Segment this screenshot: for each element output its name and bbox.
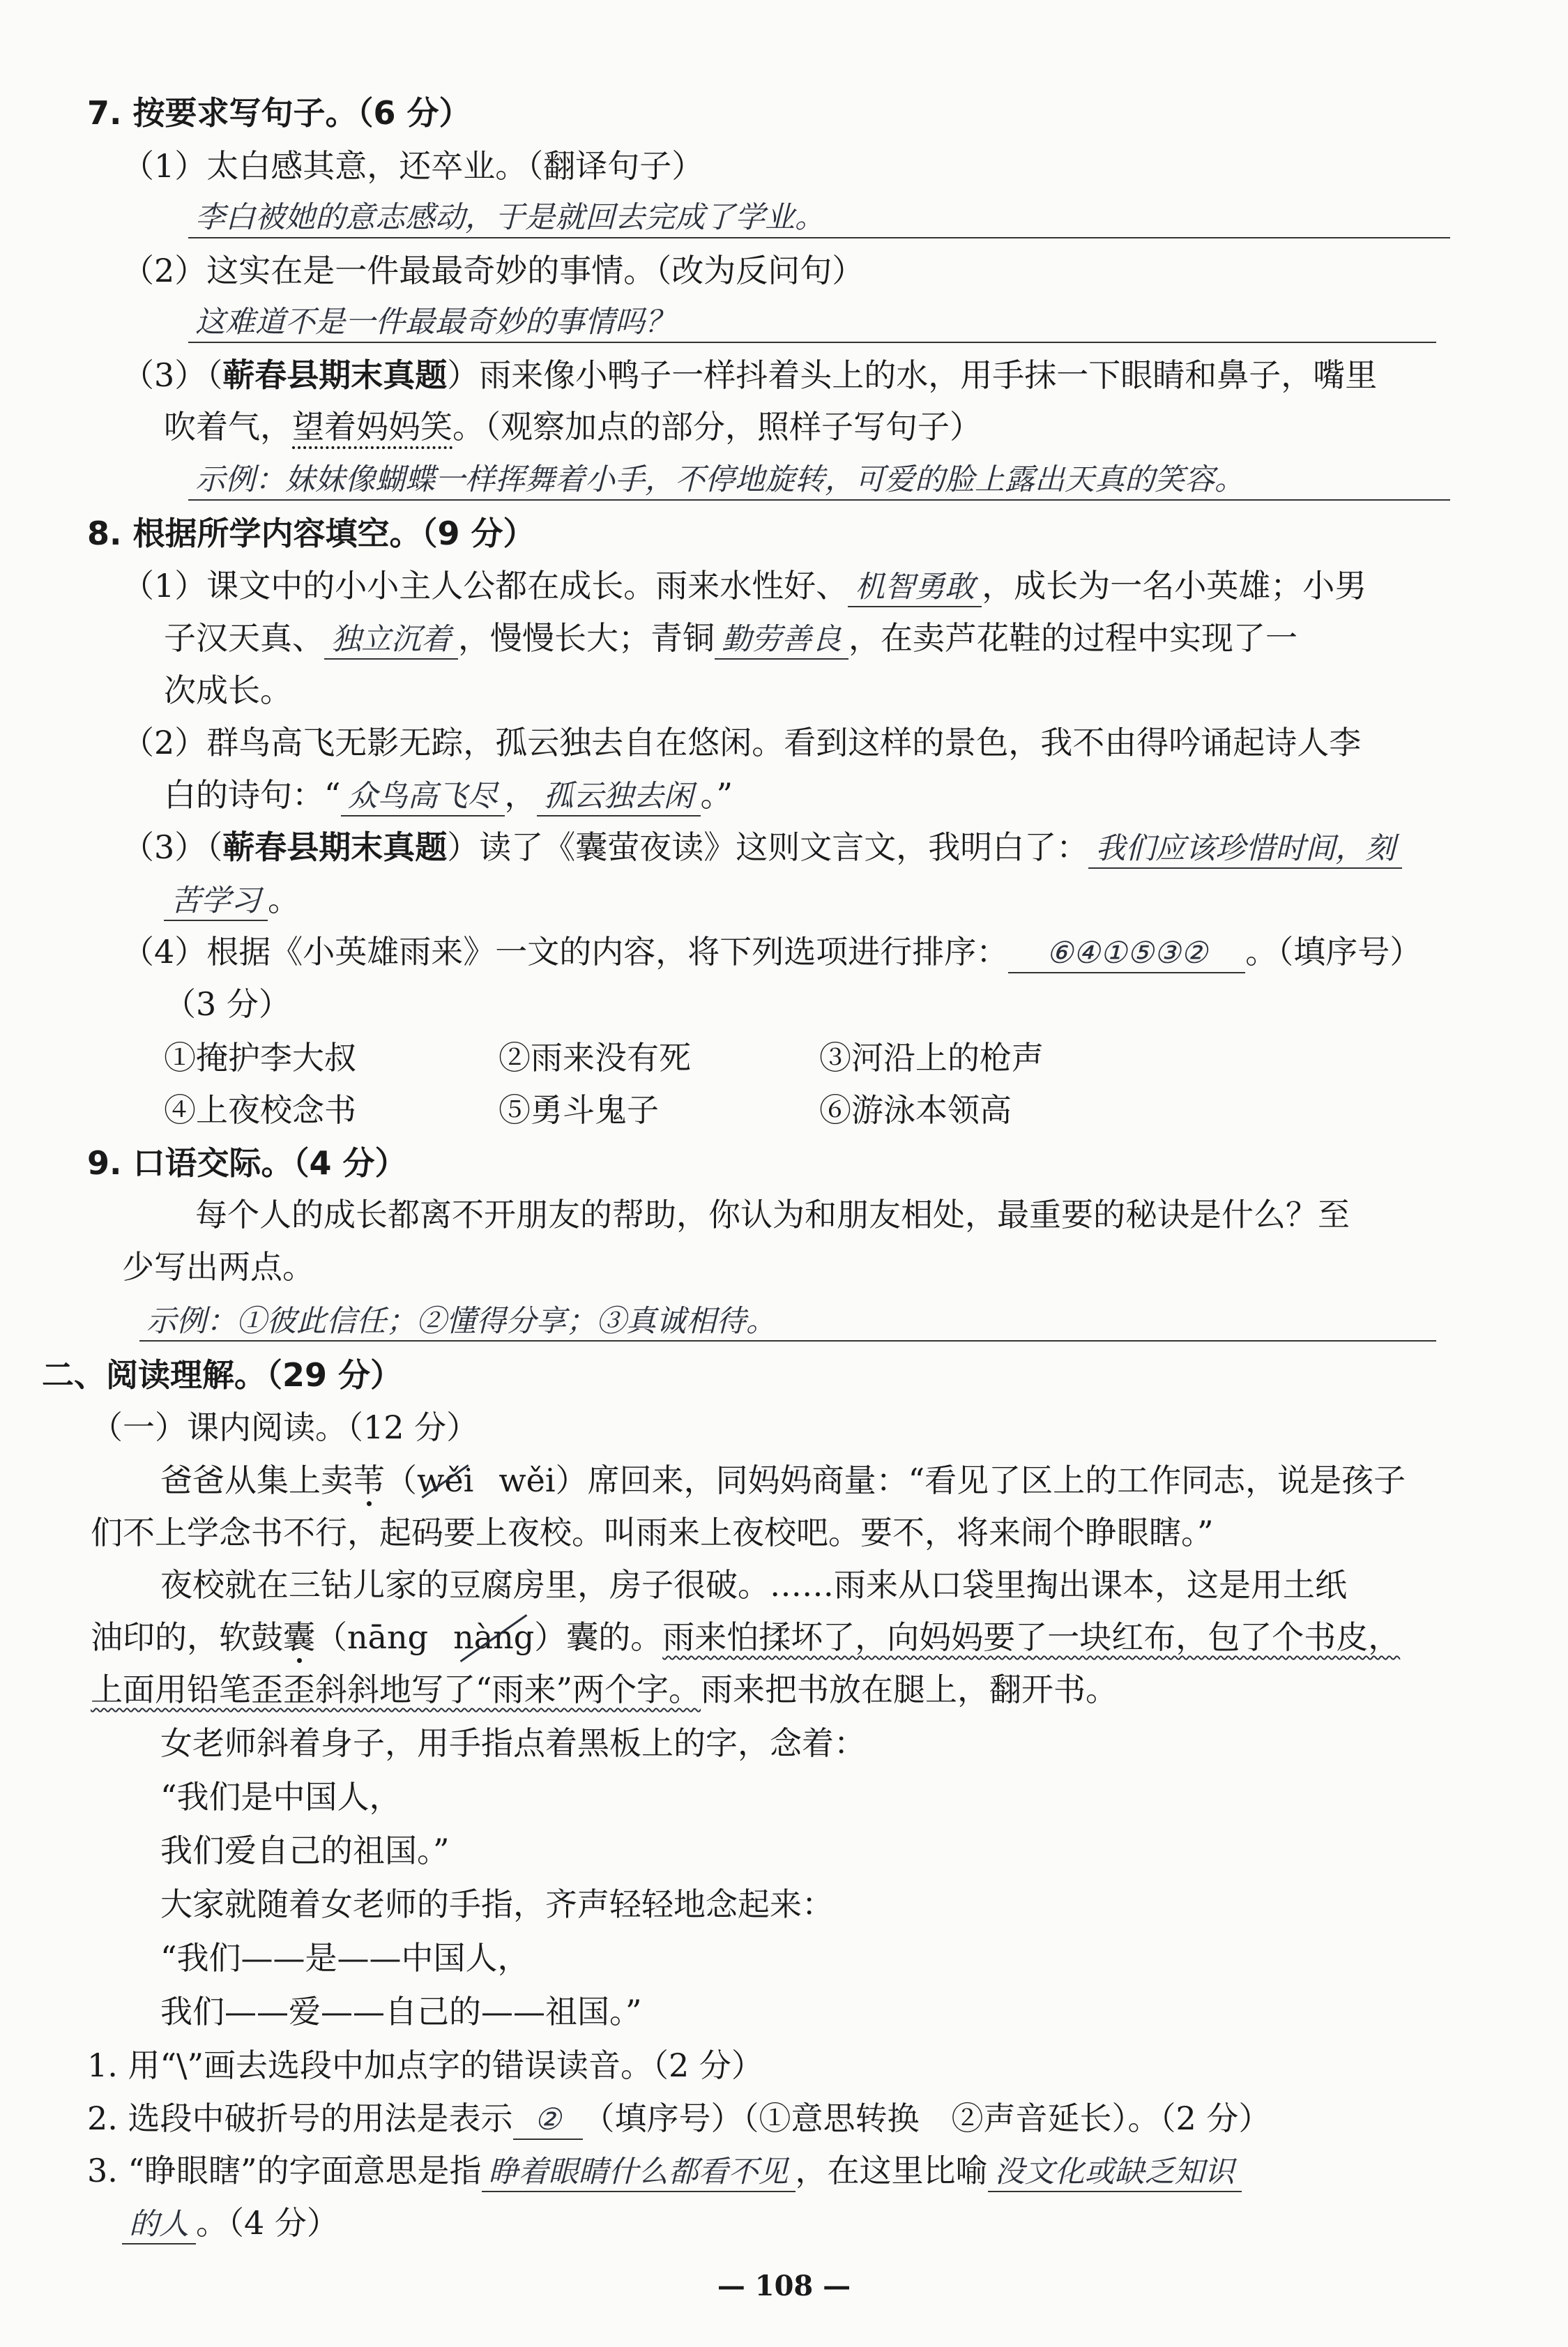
dotted-char: 囊 xyxy=(283,1618,315,1656)
q7-s2-question: （2）这实在是一件最最奇妙的事情。（改为反问句） xyxy=(122,252,865,289)
source-tag: 蕲春县期末真题 xyxy=(222,356,448,394)
q8-s4-score: （3 分） xyxy=(164,985,291,1023)
section2-sub1: （一）课内阅读。（12 分） xyxy=(91,1408,479,1446)
q8-s3-line2: 苦学习 。 xyxy=(164,879,300,921)
option-5: ⑤勇斗鬼子 xyxy=(498,1091,659,1129)
q9-answer: 示例：①彼此信任；②懂得分享；③真诚相待。 xyxy=(146,1304,776,1339)
passage-p4: “我们是中国人， xyxy=(160,1778,402,1816)
q8-s3-line1: （3）（蕲春县期末真题）读了《囊萤夜读》这则文言文，我明白了： 我们应该珍惜时间，刻 xyxy=(122,826,1402,869)
passage-p2-line1: 夜校就在三钻儿家的豆腐房里，房子很破。……雨来从口袋里掏出课本，这是用土纸 xyxy=(160,1566,1347,1604)
blank-answer: 独立沉着 xyxy=(324,621,458,660)
q7-title: 7. 按要求写句子。（6 分） xyxy=(87,94,471,132)
passage-p1-line1: 爸爸从集上卖苇（wěi wěi）席回来，同妈妈商量：“看见了区上的工作同志，说是孩子 xyxy=(160,1461,1406,1499)
q7-s2-answer: 这难道不是一件最最奇妙的事情吗？ xyxy=(195,305,675,340)
option-4: ④上夜校念书 xyxy=(164,1091,356,1129)
q7-s1-answer: 李白被她的意志感动，于是就回去完成了学业。 xyxy=(195,200,825,235)
subq-3-line2: 的人 。（4 分） xyxy=(122,2202,339,2245)
q8-s2-line1: （2）群鸟高飞无影无踪，孤云独去自在悠闲。看到这样的景色，我不由得吟诵起诗人李 xyxy=(122,724,1362,761)
blank-answer: 孤云独去闲 xyxy=(537,777,701,816)
blank-answer: ② xyxy=(513,2101,583,2140)
dotted-phrase: 望着妈妈笑 xyxy=(292,408,452,446)
passage-p1-line2: 们不上学念书不行，起码要上夜校。叫雨来上夜校吧。要不，将来闹个睁眼瞎。” xyxy=(91,1514,1214,1551)
section2-title: 二、阅读理解。（29 分） xyxy=(42,1356,403,1394)
q7-s3-question-line2: 吹着气，望着妈妈笑。（观察加点的部分，照样子写句子） xyxy=(164,408,982,446)
q8-s4-line1: （4）根据《小英雄雨来》一文的内容，将下列选项进行排序： ⑥④①⑤③② 。（填序号） xyxy=(122,931,1422,973)
answer-line xyxy=(188,237,1450,238)
passage-p2-line2: 油印的，软鼓囊（nāng nàng）囊的。雨来怕揉坏了，向妈妈要了一块红布，包了个书皮， xyxy=(91,1618,1401,1656)
source-tag: 蕲春县期末真题 xyxy=(222,828,448,866)
q7-s3-question: （3）（蕲春县期末真题）雨来像小鸭子一样抖着头上的水，用手抹一下眼睛和鼻子，嘴里 xyxy=(122,356,1378,394)
passage-p5: 我们爱自己的祖国。” xyxy=(160,1832,450,1869)
blank-answer: 勤劳善良 xyxy=(715,621,848,660)
wavy-underlined-text: 雨来怕揉坏了，向妈妈要了一块红布，包了个书皮， xyxy=(662,1618,1401,1656)
q9-line1: 每个人的成长都离不开朋友的帮助，你认为和朋友相处，最重要的秘诀是什么？至 xyxy=(195,1196,1350,1233)
option-1: ①掩护李大叔 xyxy=(164,1039,356,1077)
passage-p2-line3: 上面用铅笔歪歪斜斜地写了“雨来”两个字。雨来把书放在腿上，翻开书。 xyxy=(91,1671,1118,1708)
blank-answer: 众鸟高飞尽 xyxy=(341,777,505,816)
answer-line xyxy=(188,499,1450,501)
blank-answer: 我们应该珍惜时间，刻 xyxy=(1088,830,1402,869)
q8-s2-line2: 白的诗句：“ 众鸟高飞尽 ， 孤云独去闲 。” xyxy=(164,774,733,816)
option-2: ②雨来没有死 xyxy=(498,1039,691,1077)
q9-line2: 少写出两点。 xyxy=(122,1248,314,1286)
q8-title: 8. 根据所学内容填空。（9 分） xyxy=(87,515,535,552)
q8-s1-line1: （1）课文中的小小主人公都在成长。雨来水性好、 机智勇敢 ，成长为一名小英雄；小男 xyxy=(122,565,1367,607)
blank-answer: 的人 xyxy=(122,2205,196,2245)
blank-answer: 睁着眼睛什么都看不见 xyxy=(482,2153,796,2192)
answer-line xyxy=(139,1340,1436,1342)
option-6: ⑥游泳本领高 xyxy=(819,1091,1012,1129)
passage-p8: 我们——爱——自己的——祖国。” xyxy=(160,1993,642,2030)
q8-s1-line2: 子汉天真、 独立沉着 ，慢慢长大；青铜 勤劳善良 ，在卖芦花鞋的过程中实现了一 xyxy=(164,617,1297,660)
option-3: ③河沿上的枪声 xyxy=(819,1039,1044,1077)
blank-answer: 机智勇敢 xyxy=(848,568,982,607)
answer-line xyxy=(188,342,1436,343)
passage-p7: “我们——是——中国人， xyxy=(160,1939,530,1977)
page-number: — 108 — xyxy=(717,2270,851,2302)
passage-p6: 大家就随着女老师的手指，齐声轻轻地念起来： xyxy=(160,1885,834,1923)
blank-answer: 苦学习 xyxy=(164,882,268,921)
q9-title: 9. 口语交际。（4 分） xyxy=(87,1144,407,1182)
subq-3: 3. “睁眼瞎”的字面意思是指 睁着眼睛什么都看不见 ，在这里比喻 没文化或缺乏知识 xyxy=(87,2150,1242,2192)
blank-answer: 没文化或缺乏知识 xyxy=(988,2153,1242,2192)
q7-s1-question: （1）太白感其意，还卒业。（翻译句子） xyxy=(122,147,704,185)
subq-1: 1. 用“\”画去选段中加点字的错误读音。（2 分） xyxy=(87,2046,763,2084)
passage-p3: 女老师斜着身子，用手指点着黑板上的字，念着： xyxy=(160,1724,866,1762)
blank-answer: ⑥④①⑤③② xyxy=(1008,934,1245,973)
subq-2: 2. 选段中破折号的用法是表示 ② （填序号）（①意思转换 ②声音延长）。（2 分） xyxy=(87,2097,1270,2140)
dotted-char: 苇 xyxy=(353,1461,385,1499)
wavy-underlined-text: 上面用铅笔歪歪斜斜地写了“雨来”两个字。 xyxy=(91,1671,701,1708)
struck-pinyin: wěi xyxy=(417,1461,474,1499)
q7-s3-answer: 示例：妹妹像蝴蝶一样挥舞着小手，不停地旋转，可爱的脸上露出天真的笑容。 xyxy=(195,462,1244,497)
pinyin: wěi xyxy=(498,1461,556,1499)
struck-pinyin: nàng xyxy=(453,1618,535,1656)
q8-s1-line3: 次成长。 xyxy=(164,671,292,709)
pinyin: nāng xyxy=(347,1618,429,1656)
